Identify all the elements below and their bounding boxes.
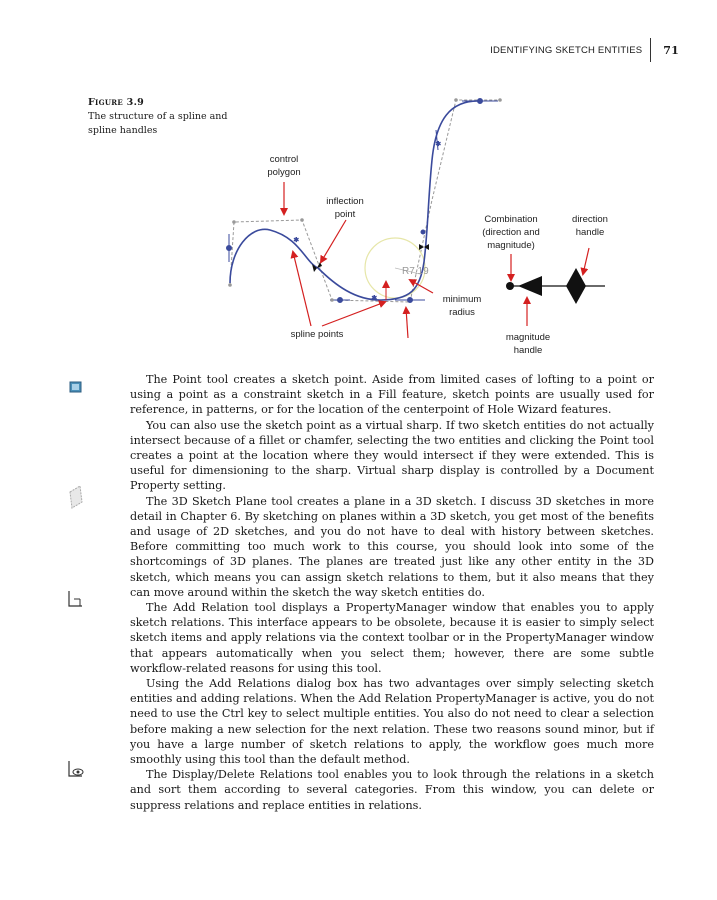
figure-caption-text: The structure of a spline and spline handles bbox=[88, 111, 228, 136]
svg-text:*: * bbox=[294, 237, 299, 247]
magnitude-handle-arrow bbox=[518, 276, 542, 296]
label-direction-handle: direction handle bbox=[572, 214, 608, 238]
3d-sketch-plane-icon bbox=[66, 484, 86, 510]
spline-figure bbox=[0, 0, 717, 360]
svg-text:*: * bbox=[372, 295, 377, 305]
label-minimum-radius: minimum radius bbox=[442, 294, 482, 318]
display-delete-relations-icon bbox=[64, 760, 86, 780]
paragraph-display-delete: The Display/Delete Relations tool enables you to look through the relations in a sketch and sort them according to several categories. From this window, you can delete or suppress relations and replace entities in relations. bbox=[130, 768, 654, 812]
paragraph-point-tool: The Point tool creates a sketch point. Aside from limited cases of lofting to a point or using a point as a constraint sketch in a Fill feature, sketch points are usually used for reference, in patterns, or for the location of the centerpoint of Hole Wizard features. bbox=[130, 373, 654, 417]
svg-text:*: * bbox=[436, 141, 441, 151]
label-spline-points: spline points bbox=[290, 329, 344, 340]
section-title: IDENTIFYING SKETCH ENTITIES bbox=[490, 44, 643, 56]
combination-handle-dot bbox=[506, 282, 514, 290]
radius-dimension-text: R7.19 bbox=[402, 266, 429, 277]
handle-legend bbox=[506, 268, 605, 304]
page-number: 71 bbox=[663, 43, 679, 57]
paragraph-3d-sketch-plane: The 3D Sketch Plane tool creates a plane in a 3D sketch. I discuss 3D sketches in more detail in Chapter 6. By sketching on planes within a 3D sketch, you get most of the benefits and usage of 2D sketches, and you do not have to deal with history between sketches. Before committing too much work to this course, you should look into some of the shortcomings of 3D planes. The planes are treated just like any other entity in the 3D sketch, which means you can assign sketch relations to them, but it also means that they can move around within the sketch the way sketch entities do. bbox=[130, 494, 654, 599]
label-control-polygon: control polygon bbox=[267, 154, 301, 178]
point-tool-icon bbox=[68, 380, 84, 394]
paragraph-add-relations-dialog: Using the Add Relations dialog box has two advantages over simply selecting sketch entities and adding relations. When the Add Relation PropertyManager is active, you do not need to use the Ctrl key to select multiple entities. You also do not need to clear a selection before making a new selection for the next relation. These two reasons sound minor, but if you have a large number of sketch relations to apply, the workflow goes much more smoothly using this tool than the default method. bbox=[130, 677, 654, 767]
body-text bbox=[130, 372, 654, 813]
label-combination: Combination (direction and magnitude) bbox=[482, 214, 540, 251]
label-inflection-point: inflection point bbox=[326, 196, 364, 220]
paragraph-add-relation: The Add Relation tool displays a PropertyManager window that enables you to apply sketch relations. This interface appears to be obsolete, because it is easier to simply select sketch items and apply relations via the context toolbar or in the PropertyManager window that appears automatically when you select them; however, there are some subtle workflow-related reasons for using this tool. bbox=[130, 601, 654, 675]
label-magnitude-handle: magnitude handle bbox=[505, 332, 551, 356]
figure-label: Figure 3.9 bbox=[88, 97, 145, 108]
add-relation-icon bbox=[66, 590, 84, 610]
paragraph-virtual-sharp: You can also use the sketch point as a virtual sharp. If two sketch entities do not actually intersect because of a fillet or chamfer, selecting the two entities and clicking the Point tool creates a point at the location where they would intersect if they were extended. This is useful for dimensioning to the sharp. Virtual sharp display is controlled by a Document Property setting. bbox=[130, 418, 654, 493]
